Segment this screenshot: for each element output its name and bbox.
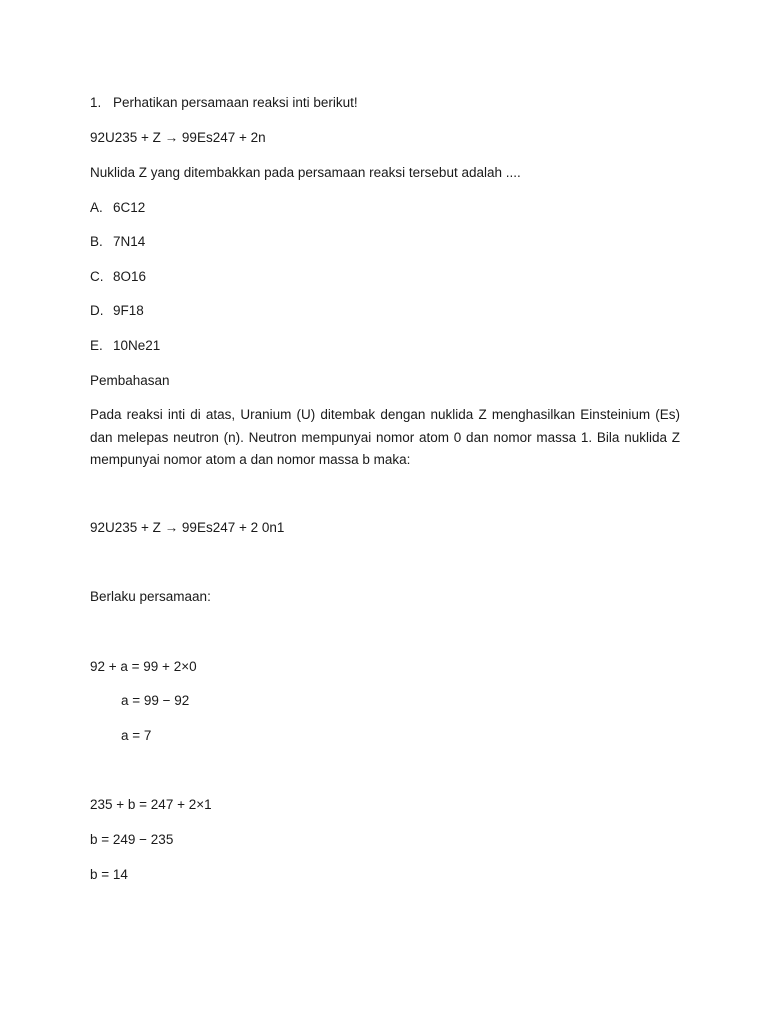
option-text: 10Ne21 bbox=[113, 338, 161, 353]
question-equation: 92U235 + Z → 99Es247 + 2n bbox=[90, 130, 266, 145]
question-text: Perhatikan persamaan reaksi inti berikut! bbox=[113, 95, 358, 110]
option-letter: E. bbox=[90, 338, 103, 353]
solution-equation: 92U235 + Z → 99Es247 + 2 0n1 bbox=[90, 520, 285, 535]
mass-step-3: b = 14 bbox=[90, 867, 128, 882]
option-text: 9F18 bbox=[113, 303, 144, 318]
option-text: 8O16 bbox=[113, 269, 147, 284]
option-a bbox=[90, 199, 145, 217]
option-text: 7N14 bbox=[113, 234, 146, 249]
option-letter: B. bbox=[90, 234, 103, 249]
option-b bbox=[90, 233, 145, 251]
option-text: 6C12 bbox=[113, 200, 146, 215]
mass-step-1: 235 + b = 247 + 2×1 bbox=[90, 797, 212, 812]
solution-paragraph: Pada reaksi inti di atas, Uranium (U) ditembak dengan nuklida Z menghasilkan Einsteinium (Es) dan melepas neutron (n). Neutron mempunyai nomor atom 0 dan nomor massa 1. Bila nuklida Z mempunyai nomor atom a dan nomor massa b maka: bbox=[90, 407, 680, 467]
option-letter: A. bbox=[90, 200, 103, 215]
question-line bbox=[90, 94, 358, 112]
option-letter: C. bbox=[90, 269, 104, 284]
option-d bbox=[90, 302, 144, 320]
question-prompt: Nuklida Z yang ditembakkan pada persamaan reaksi tersebut adalah .... bbox=[90, 165, 521, 180]
option-letter: D. bbox=[90, 303, 104, 318]
question-number: 1. bbox=[90, 95, 102, 110]
atomic-step-1: 92 + a = 99 + 2×0 bbox=[90, 659, 197, 674]
mass-step-2: b = 249 − 235 bbox=[90, 832, 174, 847]
option-e bbox=[90, 337, 160, 355]
atomic-step-3: a = 7 bbox=[121, 728, 152, 743]
atomic-step-2: a = 99 − 92 bbox=[121, 693, 190, 708]
rule-label: Berlaku persamaan: bbox=[90, 589, 211, 604]
option-c bbox=[90, 268, 146, 286]
solution-heading: Pembahasan bbox=[90, 373, 170, 388]
